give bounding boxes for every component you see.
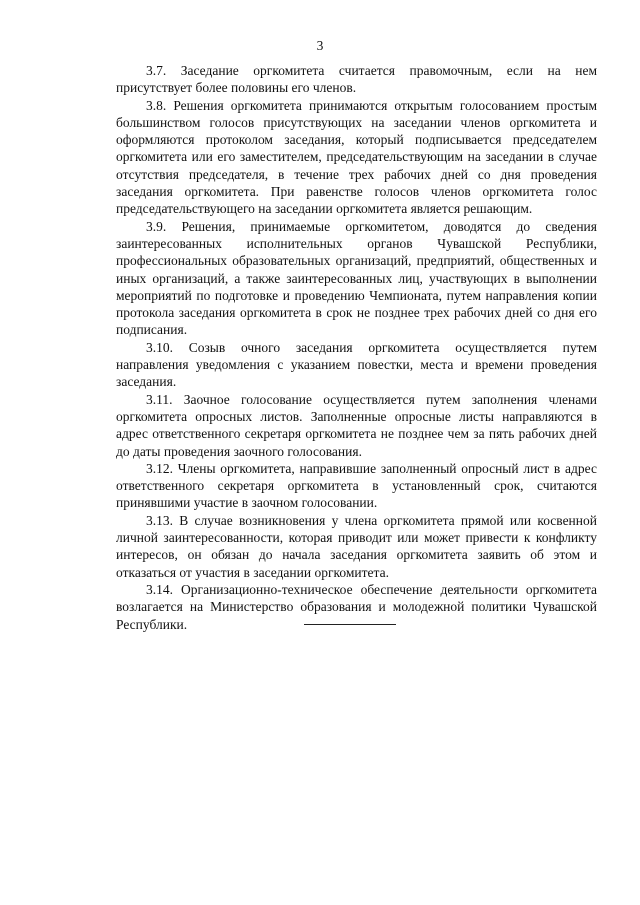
paragraph-3-14: 3.14. Организационно-техническое обеспечение деятельности оргкомитета возлагается на Министерство образования и молодежной политики Чувашской Республики. [116, 581, 597, 632]
paragraph-3-12: 3.12. Члены оргкомитета, направившие заполненный опросный лист в адрес ответственного секретаря оргкомитета в установленный срок, считаются принявшими участие в заочном голосовании. [116, 460, 597, 511]
paragraph-3-7: 3.7. Заседание оргкомитета считается правомочным, если на нем присутствует более половины его членов. [116, 63, 597, 96]
document-body [116, 62, 597, 633]
page-number: 3 [316, 38, 324, 53]
end-divider-line [304, 624, 396, 625]
paragraph-3-10: 3.10. Созыв очного заседания оргкомитета осуществляется путем направления уведомления с указанием повестки, места и времени проведения заседания. [116, 339, 597, 390]
paragraph-3-8: 3.8. Решения оргкомитета принимаются открытым голосованием простым большинством голосов присутствующих на заседании членов оргкомитета и оформляются протоколом заседания, который подписывается председателем оргкомитета или его заместителем, председательствующим на заседании в случае отсутствия председателя, в течение трех рабочих дней со дня проведения заседания оргкомитета. При равенстве голосов членов оргкомитета голос председательствующего на заседании оргкомитета является решающим. [116, 97, 597, 217]
paragraph-3-13: 3.13. В случае возникновения у члена оргкомитета прямой или косвенной личной заинтересованности, которая приводит или может привести к конфликту интересов, он обязан до начала заседания оргкомитета заявить об этом и отказаться от участия в заседании оргкомитета. [116, 512, 597, 580]
paragraph-3-9: 3.9. Решения, принимаемые оргкомитетом, доводятся до сведения заинтересованных исполнительных органов Чувашской Республики, профессиональных образовательных организаций, предприятий, общественных и иных организаций, а также заинтересованных лиц, участвующих в выполнении мероприятий по подготовке и проведению Чемпионата, путем направления копии протокола заседания оргкомитета в срок не позднее трех рабочих дней со дня его подписания. [116, 218, 597, 338]
paragraph-3-11: 3.11. Заочное голосование осуществляется путем заполнения членами оргкомитета опросных листов. Заполненные опросные листы направляются в адрес ответственного секретаря оргкомитета не позднее чем за пять рабочих дней до даты проведения заочного голосования. [116, 391, 597, 459]
